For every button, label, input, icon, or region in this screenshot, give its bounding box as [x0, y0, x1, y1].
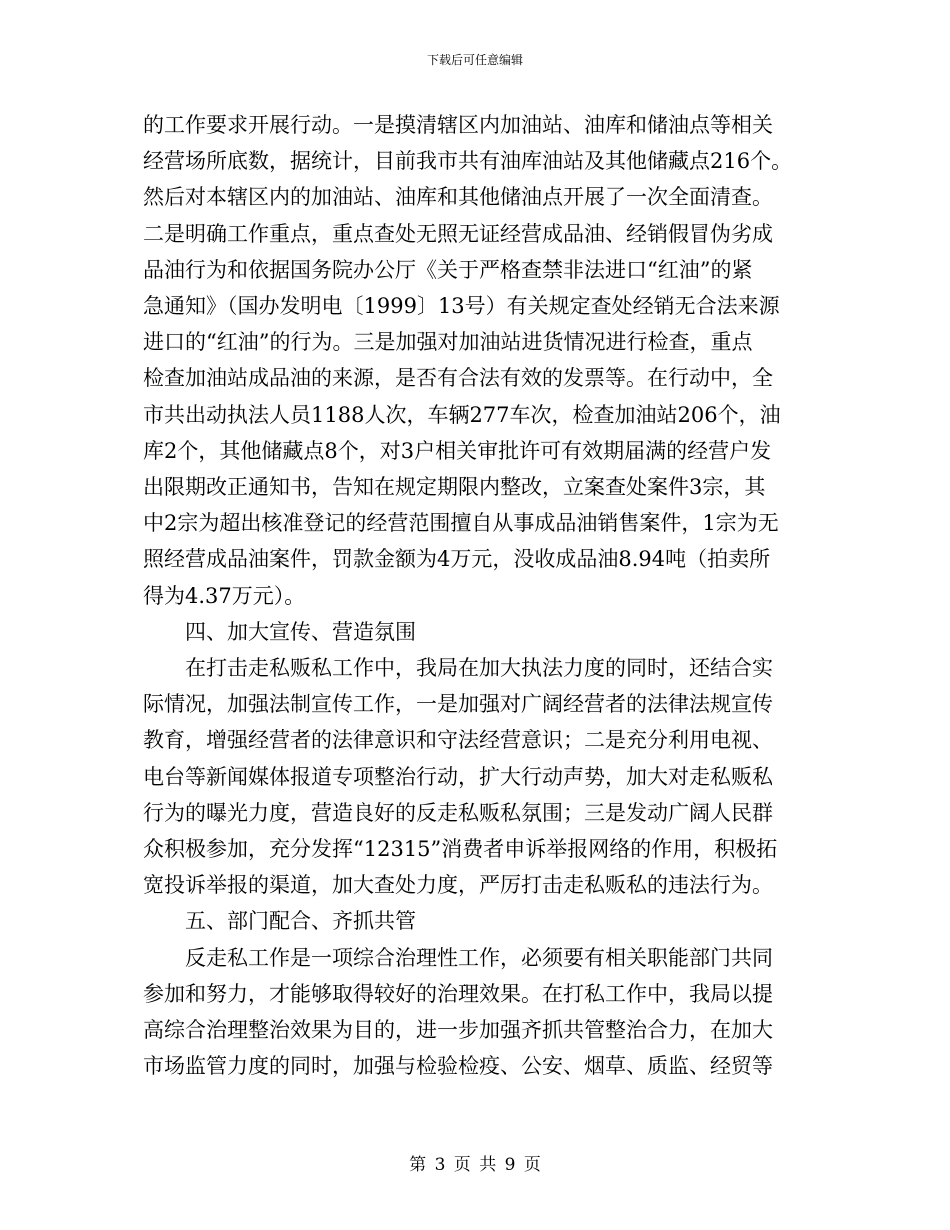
text-line: 品油行为和依据国务院办公厅《关于严格查禁非法进口“红油”的紧	[143, 258, 753, 282]
text-line: 库2个，其他储藏点8个，对3户相关审批许可有效期届满的经营户发	[143, 439, 772, 463]
text-line: 的工作要求开展行动。一是摸清辖区内加油站、油库和储油点等相关	[143, 113, 773, 137]
page-header: 下载后可任意编辑	[426, 53, 523, 67]
text-line: 二是明确工作重点，重点查处无照无证经营成品油、经销假冒伪劣成	[143, 222, 773, 246]
text-line: 然后对本辖区内的加油站、油库和其他储油点开展了一次全面清查。	[143, 185, 773, 209]
text-line: 检查加油站成品油的来源，是否有合法有效的发票等。在行动中，全	[143, 366, 773, 390]
text-line: 出限期改正通知书，告知在规定期限内整改，立案查处案件3宗，其	[143, 475, 766, 499]
text-line: 电台等新闻媒体报道专项整治行动，扩大行动声势，加大对走私贩私	[143, 765, 773, 789]
text-line: 教育，增强经营者的法律意识和守法经营意识；二是充分利用电视、	[143, 728, 773, 752]
text-line: 际情况，加强法制宣传工作，一是加强对广阔经营者的法律法规宣传	[143, 692, 773, 716]
text-line: 高综合治理整治效果为目的，进一步加强齐抓共管整治合力，在加大	[143, 1018, 773, 1042]
text-line: 经营场所底数，据统计，目前我市共有油库油站及其他储藏点216个。	[143, 149, 793, 173]
text-line: 行为的曝光力度，营造良好的反走私贩私氛围；三是发动广阔人民群	[143, 801, 773, 825]
text-line: 得为4.37万元）。	[143, 584, 306, 608]
text-line: 五、部门配合、齐抓共管	[143, 909, 416, 933]
text-line: 在打击走私贩私工作中，我局在加大执法力度的同时，还结合实	[143, 656, 773, 680]
text-line: 市共出动执法人员1188人次，车辆277车次，检查加油站206个，油	[143, 403, 781, 427]
text-line: 中2宗为超出核准登记的经营范围擅自从事成品油销售案件，1宗为无	[143, 511, 779, 535]
text-line: 照经营成品油案件，罚款金额为4万元，没收成品油8.94吨（拍卖所	[143, 547, 771, 571]
text-line: 进口的“红油”的行为。三是加强对加油站进货情况进行检查，重点	[143, 330, 753, 354]
text-line: 急通知》（国办发明电〔1999〕13号）有关规定查处经销无合法来源	[143, 294, 780, 318]
text-line: 宽投诉举报的渠道，加大查处力度，严厉打击走私贩私的违法行为。	[143, 873, 773, 897]
page-footer: 第 3 页 共 9 页	[409, 1155, 541, 1175]
text-line: 市场监管力度的同时，加强与检验检疫、公安、烟草、质监、经贸等	[143, 1054, 773, 1078]
text-line: 众积极参加，充分发挥“12315”消费者申诉举报网络的作用，积极拓	[143, 837, 778, 861]
text-line: 参加和努力，才能够取得较好的治理效果。在打私工作中，我局以提	[143, 982, 773, 1006]
text-line: 反走私工作是一项综合治理性工作，必须要有相关职能部门共同	[143, 946, 773, 970]
text-line: 四、加大宣传、营造氛围	[143, 620, 416, 644]
